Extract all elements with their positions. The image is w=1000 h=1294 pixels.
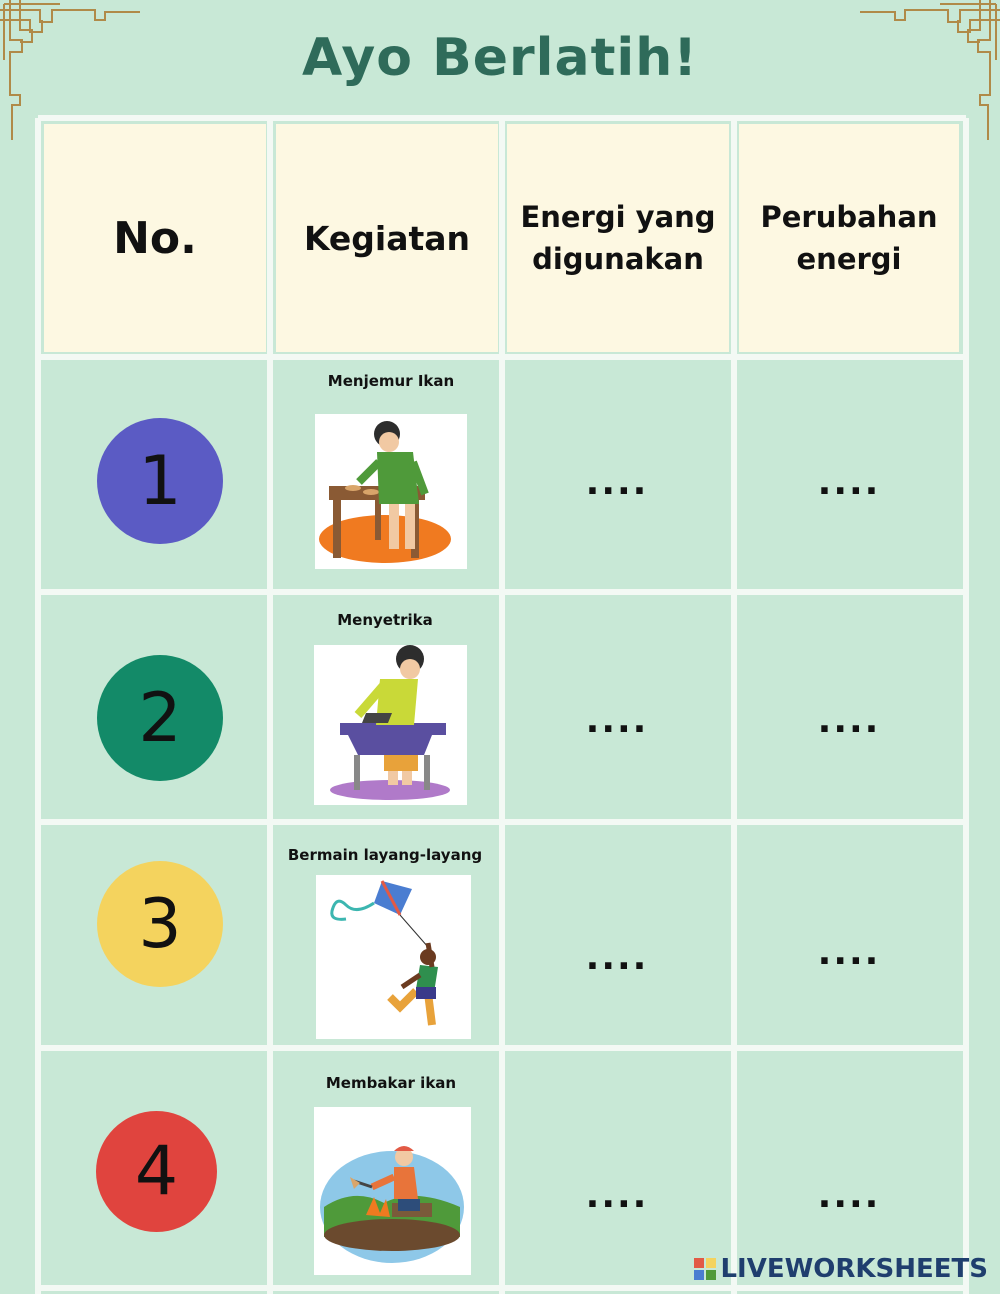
- ironing-illustration-icon: [314, 645, 467, 805]
- row-number: 1: [138, 441, 182, 521]
- activity-image: [316, 875, 471, 1039]
- energy-change-blank[interactable]: ....: [817, 1175, 881, 1216]
- grilling-fish-illustration-icon: [314, 1107, 471, 1275]
- energy-used-blank[interactable]: ....: [585, 937, 649, 978]
- header-no-label: No.: [113, 212, 197, 264]
- activity-image: [314, 1107, 471, 1275]
- row-number-badge: [96, 1111, 217, 1232]
- energy-used-blank[interactable]: ....: [585, 462, 649, 503]
- row-number: 3: [138, 884, 182, 964]
- activity-label: Menjemur Ikan: [327, 372, 455, 390]
- brand-logo-icon: [694, 1258, 716, 1280]
- activity-label: Bermain layang-layang: [287, 846, 483, 864]
- row-number-badge: [97, 655, 223, 781]
- energy-used-blank[interactable]: ....: [585, 1175, 649, 1216]
- page-title: Ayo Berlatih!: [302, 28, 698, 88]
- row-number-badge: [97, 861, 223, 987]
- energy-change-blank[interactable]: ....: [817, 932, 881, 973]
- kite-flying-illustration-icon: [316, 875, 471, 1039]
- activity-image: [314, 645, 467, 805]
- activity-label: Menyetrika: [337, 611, 433, 629]
- energy-used-blank[interactable]: ....: [585, 700, 649, 741]
- drying-fish-illustration-icon: [315, 414, 467, 569]
- brand-text: LIVEWORKSHEETS: [720, 1254, 988, 1284]
- activity-label: Membakar ikan: [325, 1074, 457, 1092]
- header-energy-used-label: Energi yang digunakan: [520, 200, 716, 276]
- activity-image: [315, 414, 467, 569]
- row-number: 2: [138, 678, 182, 758]
- row-number-badge: [97, 418, 223, 544]
- brand-watermark: [694, 1254, 988, 1284]
- header-activity-label: Kegiatan: [303, 218, 471, 258]
- header-energy-change-label: Perubahan energi: [760, 200, 938, 276]
- energy-change-blank[interactable]: ....: [817, 700, 881, 741]
- energy-change-blank[interactable]: ....: [817, 462, 881, 503]
- row-number: 4: [134, 1132, 179, 1211]
